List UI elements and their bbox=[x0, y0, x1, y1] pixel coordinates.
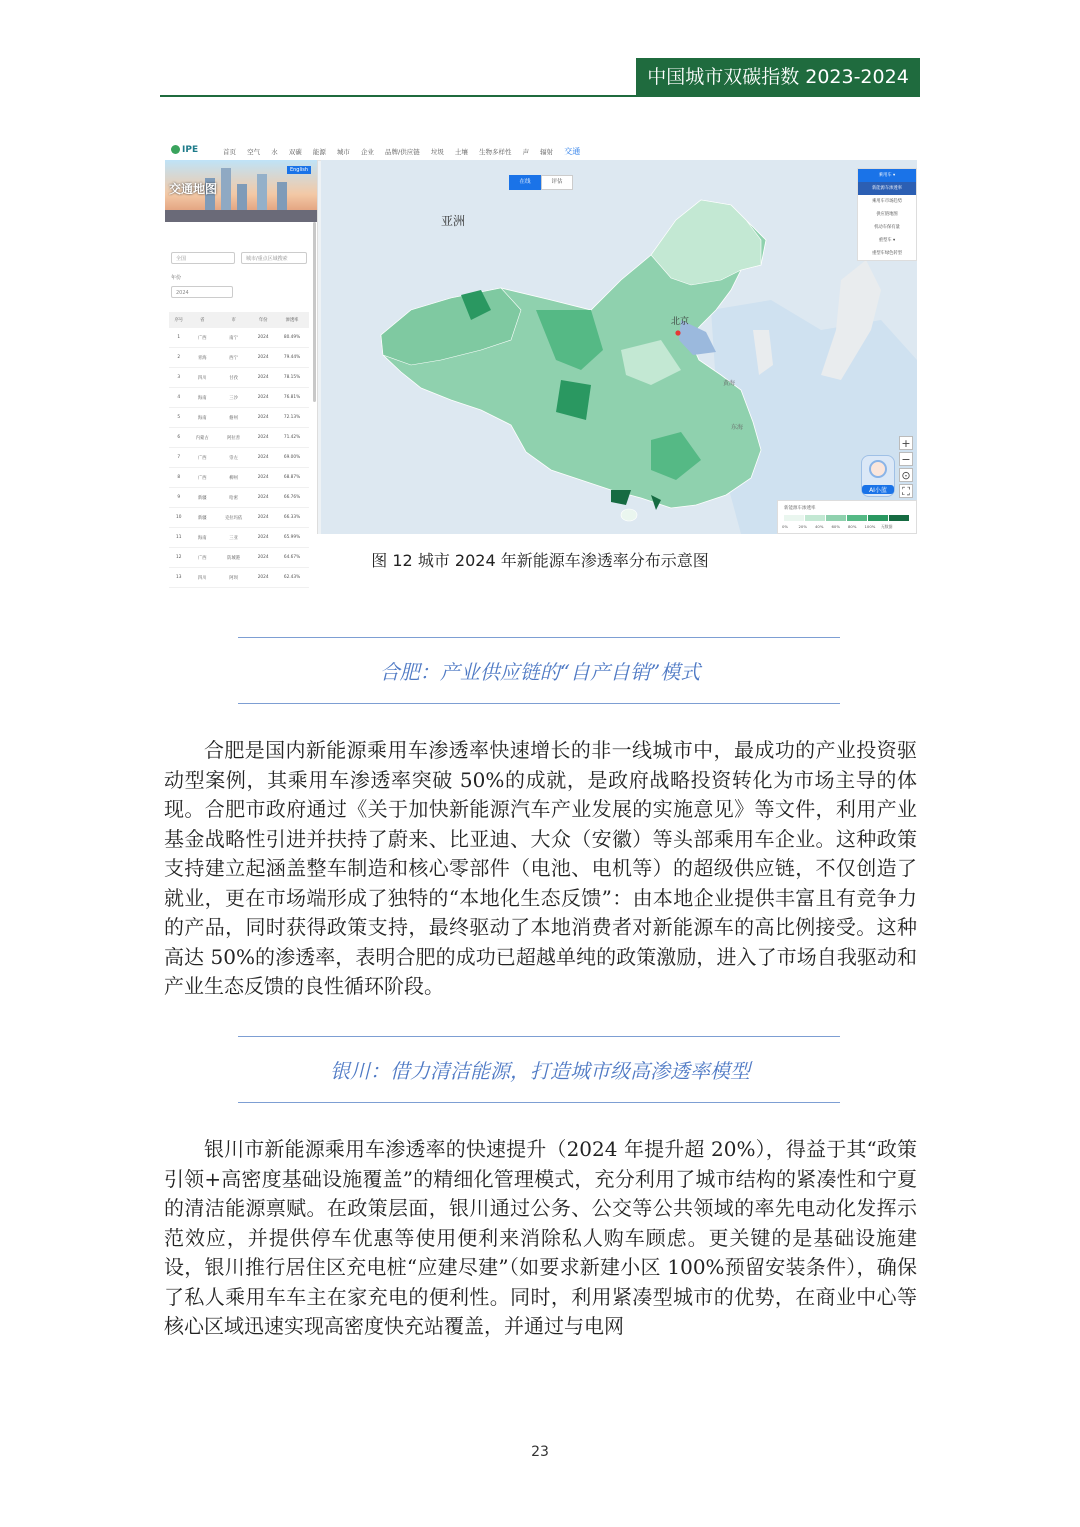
section-title: 银川：借力清洁能源，打造城市级高渗透率模型 bbox=[330, 1059, 750, 1083]
table-cell: 4 bbox=[169, 388, 189, 408]
menu-item-active[interactable]: 新能源车渗透率 bbox=[858, 182, 916, 195]
header-title: 中国城市双碳指数 2023-2024 bbox=[636, 58, 920, 96]
table-cell: 西宁 bbox=[216, 348, 251, 368]
figure-nav-items bbox=[223, 146, 589, 157]
table-row[interactable] bbox=[169, 428, 309, 448]
section-divider-top bbox=[238, 1036, 840, 1037]
table-cell: 2024 bbox=[251, 388, 275, 408]
table-cell: 7 bbox=[169, 448, 189, 468]
figure-nav-bar bbox=[165, 140, 917, 161]
table-row[interactable] bbox=[169, 488, 309, 508]
ipe-logo bbox=[171, 144, 201, 156]
banner-building bbox=[237, 184, 247, 212]
map-layer-menu bbox=[857, 168, 917, 261]
table-row[interactable] bbox=[169, 508, 309, 528]
nav-item[interactable]: 生物多样性 bbox=[478, 148, 512, 156]
table-cell: 海南 bbox=[189, 388, 216, 408]
table-cell: 2024 bbox=[251, 448, 275, 468]
language-button[interactable]: English bbox=[287, 166, 311, 174]
legend-swatch bbox=[868, 515, 888, 521]
table-cell: 65.99% bbox=[275, 528, 309, 548]
tab-assessment[interactable]: 评估 bbox=[541, 175, 573, 190]
map-panel[interactable] bbox=[321, 160, 917, 534]
table-cell: 阿坝 bbox=[216, 568, 251, 588]
table-cell: 四川 bbox=[189, 568, 216, 588]
page-number: 23 bbox=[531, 1444, 549, 1460]
table-cell: 2024 bbox=[251, 568, 275, 588]
region-select[interactable]: 全国 bbox=[171, 252, 235, 264]
nav-item[interactable]: 双碳 bbox=[288, 148, 302, 156]
table-cell: 三亚 bbox=[216, 528, 251, 548]
sidebar-banner bbox=[165, 160, 317, 222]
table-cell: 64.67% bbox=[275, 548, 309, 568]
table-header: 渗透率 bbox=[275, 312, 309, 328]
sidebar-banner-title: 交通地图 bbox=[169, 182, 218, 196]
table-cell: 2024 bbox=[251, 508, 275, 528]
assistant-avatar-icon bbox=[869, 460, 887, 478]
nav-item[interactable]: 品牌/供应链 bbox=[385, 148, 420, 156]
assistant-label: AI小蓝 bbox=[862, 485, 894, 494]
table-cell: 79.44% bbox=[275, 348, 309, 368]
logo-text: IPE bbox=[182, 145, 199, 155]
table-cell: 12 bbox=[169, 548, 189, 568]
table-cell: 阿拉善 bbox=[216, 428, 251, 448]
sidebar-scrollbar[interactable] bbox=[313, 222, 316, 402]
table-cell: 8 bbox=[169, 468, 189, 488]
table-cell: 2024 bbox=[251, 468, 275, 488]
capital-marker-icon bbox=[675, 330, 680, 335]
table-cell: 儋州 bbox=[216, 408, 251, 428]
banner-road bbox=[165, 210, 317, 222]
locate-button[interactable]: ⊙ bbox=[899, 468, 913, 482]
table-cell: 13 bbox=[169, 568, 189, 588]
table-cell: 71.42% bbox=[275, 428, 309, 448]
table-header: 市 bbox=[216, 312, 251, 328]
table-header: 省 bbox=[189, 312, 216, 328]
table-cell: 1 bbox=[169, 328, 189, 348]
table-cell: 68.87% bbox=[275, 468, 309, 488]
table-cell: 11 bbox=[169, 528, 189, 548]
table-cell: 青海 bbox=[189, 348, 216, 368]
table-header: 年份 bbox=[251, 312, 275, 328]
table-cell: 2024 bbox=[251, 488, 275, 508]
tab-online[interactable]: 在线 bbox=[509, 175, 541, 190]
table-cell: 防城港 bbox=[216, 548, 251, 568]
map-label-capital: 北京 bbox=[671, 317, 690, 327]
map-label-continent: 亚洲 bbox=[441, 214, 466, 228]
table-cell: 66.33% bbox=[275, 508, 309, 528]
table-cell: 克拉玛依 bbox=[216, 508, 251, 528]
figure-sidebar bbox=[165, 160, 318, 581]
nav-item[interactable]: 垃圾 bbox=[430, 148, 444, 156]
table-cell: 广西 bbox=[189, 328, 216, 348]
table-cell: 广西 bbox=[189, 448, 216, 468]
table-cell: 10 bbox=[169, 508, 189, 528]
table-cell: 78.15% bbox=[275, 368, 309, 388]
nav-item[interactable]: 首页 bbox=[223, 148, 236, 156]
section-divider-bottom bbox=[238, 1102, 840, 1103]
table-cell: 崇左 bbox=[216, 448, 251, 468]
banner-building bbox=[277, 182, 287, 212]
fullscreen-button[interactable]: ⛶ bbox=[899, 484, 913, 498]
nav-item[interactable]: 企业 bbox=[360, 148, 374, 156]
table-cell: 南宁 bbox=[216, 328, 251, 348]
legend-ticks bbox=[782, 524, 914, 530]
table-cell: 5 bbox=[169, 408, 189, 428]
legend-tick: 100% bbox=[864, 524, 876, 529]
table-cell: 2024 bbox=[251, 428, 275, 448]
section-divider-top bbox=[238, 637, 840, 638]
table-cell: 柳州 bbox=[216, 468, 251, 488]
map-label-sea: 黄海 bbox=[723, 380, 736, 387]
table-cell: 3 bbox=[169, 368, 189, 388]
table-row[interactable] bbox=[169, 328, 309, 348]
legend-tick: 60% bbox=[831, 524, 840, 529]
table-cell: 2024 bbox=[251, 368, 275, 388]
table-cell: 四川 bbox=[189, 368, 216, 388]
legend-swatch bbox=[805, 515, 825, 521]
table-cell: 2024 bbox=[251, 528, 275, 548]
table-cell: 72.13% bbox=[275, 408, 309, 428]
legend-title: 新能源车渗透率 bbox=[784, 506, 816, 511]
section-title: 合肥：产业供应链的“自产自销”模式 bbox=[379, 660, 701, 684]
city-search-input[interactable]: 城市/重点区域搜索 bbox=[241, 252, 307, 264]
ai-assistant-button[interactable] bbox=[861, 455, 895, 497]
banner-building bbox=[221, 168, 231, 212]
china-map bbox=[321, 160, 917, 534]
table-cell: 66.76% bbox=[275, 488, 309, 508]
year-select[interactable]: 2024 bbox=[171, 286, 233, 298]
nav-item[interactable]: 辐射 bbox=[540, 148, 554, 156]
menu-item[interactable]: 机动车保有量 bbox=[874, 225, 900, 230]
nav-item[interactable]: 能源 bbox=[312, 148, 326, 156]
nav-item[interactable]: 水 bbox=[271, 148, 278, 156]
menu-header-passenger[interactable]: 乘用车 ▾ bbox=[858, 169, 916, 182]
table-cell: 2 bbox=[169, 348, 189, 368]
legend-tick: 无数据 bbox=[881, 524, 893, 529]
ranking-table bbox=[169, 312, 309, 588]
legend-swatch bbox=[784, 515, 804, 521]
legend-tick: 0% bbox=[782, 524, 789, 529]
table-cell: 80.49% bbox=[275, 328, 309, 348]
table-cell: 2024 bbox=[251, 348, 275, 368]
legend-tick: 80% bbox=[848, 524, 857, 529]
table-cell: 9 bbox=[169, 488, 189, 508]
table-cell: 69.00% bbox=[275, 448, 309, 468]
nav-item[interactable]: 城市 bbox=[336, 148, 350, 156]
hainan-island bbox=[621, 509, 637, 521]
table-cell: 三沙 bbox=[216, 388, 251, 408]
table-cell: 2024 bbox=[251, 328, 275, 348]
table-row[interactable] bbox=[169, 388, 309, 408]
table-cell: 海南 bbox=[189, 528, 216, 548]
table-cell: 海南 bbox=[189, 408, 216, 428]
zoom-out-button[interactable]: − bbox=[899, 452, 913, 466]
table-cell: 新疆 bbox=[189, 508, 216, 528]
table-header-row bbox=[169, 312, 309, 328]
map-mode-tabs bbox=[509, 168, 573, 190]
zoom-in-button[interactable]: + bbox=[899, 436, 913, 450]
table-cell: 甘孜 bbox=[216, 368, 251, 388]
nav-item-active[interactable]: 交通 bbox=[564, 147, 581, 156]
table-cell: 6 bbox=[169, 428, 189, 448]
menu-item[interactable]: 供应链地图 bbox=[876, 212, 898, 217]
map-label-sea: 东海 bbox=[731, 424, 744, 431]
table-cell: 2024 bbox=[251, 548, 275, 568]
body-paragraph: 合肥是国内新能源乘用车渗透率快速增长的非一线城市中，最成功的产业投资驱动型案例，其乘用车渗透率突破 50%的成就，是政府战略投资转化为市场主导的体现。合肥市政府通过《关于加快新能源汽车产业发展的实施意见》等文件，利用产业基金战略性引进并扶持了蔚来、比亚迪、大众（安徽）等头部乘用车企业。这种政策支持建立起涵盖整车制造和核心零部件（电池、电机等）的超级供应链，不仅创造了就业，更在市场端形成了独特的“本地化生态反馈”：由本地企业提供丰富且有竞争力的产品，同时获得政策支持，最终驱动了本地消费者对新能源车的高比例接受。这种高达 50%的渗透率，表明合肥的成功已超越单纯的政策激励，进入了市场自我驱动和产业生态反馈的良性循环阶段。 bbox=[164, 738, 917, 998]
table-header: 序号 bbox=[169, 312, 189, 328]
table-row[interactable] bbox=[169, 448, 309, 468]
table-row[interactable] bbox=[169, 348, 309, 368]
table-cell: 内蒙古 bbox=[189, 428, 216, 448]
table-cell: 62.43% bbox=[275, 568, 309, 588]
map-legend bbox=[777, 500, 917, 534]
table-cell: 哈密 bbox=[216, 488, 251, 508]
banner-building bbox=[257, 174, 267, 212]
menu-item[interactable]: 重型车绿色转型 bbox=[871, 251, 903, 256]
nav-item[interactable]: 空气 bbox=[247, 148, 261, 156]
table-cell: 新疆 bbox=[189, 488, 216, 508]
zoom-controls bbox=[899, 436, 913, 500]
nav-item[interactable]: 声 bbox=[522, 148, 530, 156]
table-row[interactable] bbox=[169, 528, 309, 548]
legend-swatch bbox=[889, 515, 909, 521]
logo-icon bbox=[171, 145, 180, 154]
body-paragraph: 银川市新能源乘用车渗透率的快速提升（2024 年提升超 20%），得益于其“政策引领+高密度基础设施覆盖”的精细化管理模式，充分利用了城市结构的紧凑性和宁夏的清洁能源禀赋。在政策层面，银川通过公务、公交等公共领域的率先电动化发挥示范效应，并提供停车优惠等使用便利来消除私人购车顾虑。更关键的是基础设施建设，银川推行居住区充电桩“应建尽建”（如要求新建小区 100%预留安装条件），确保了私人乘用车车主在家充电的便利性。同时，利用紧凑型城市的优势，在商业中心等核心区域迅速实现高密度快充站覆盖，并通过与电网 bbox=[164, 1137, 917, 1338]
menu-header-heavy[interactable]: 重型车 ▾ bbox=[878, 238, 896, 243]
table-row[interactable] bbox=[169, 368, 309, 388]
table-row[interactable] bbox=[169, 468, 309, 488]
menu-item[interactable]: 乘用车市场趋势 bbox=[871, 199, 903, 204]
year-label: 年份 bbox=[171, 275, 182, 281]
legend-tick: 40% bbox=[815, 524, 824, 529]
legend-tick: 20% bbox=[798, 524, 807, 529]
table-cell: 广西 bbox=[189, 468, 216, 488]
table-cell: 76.81% bbox=[275, 388, 309, 408]
legend-swatch bbox=[847, 515, 867, 521]
table-cell: 广西 bbox=[189, 548, 216, 568]
figure-caption: 图 12 城市 2024 年新能源车渗透率分布示意图 bbox=[371, 551, 709, 570]
legend-swatch bbox=[826, 515, 846, 521]
table-row[interactable] bbox=[169, 408, 309, 428]
nav-item[interactable]: 土壤 bbox=[454, 148, 468, 156]
section-divider-bottom bbox=[238, 703, 840, 704]
table-cell: 2024 bbox=[251, 408, 275, 428]
